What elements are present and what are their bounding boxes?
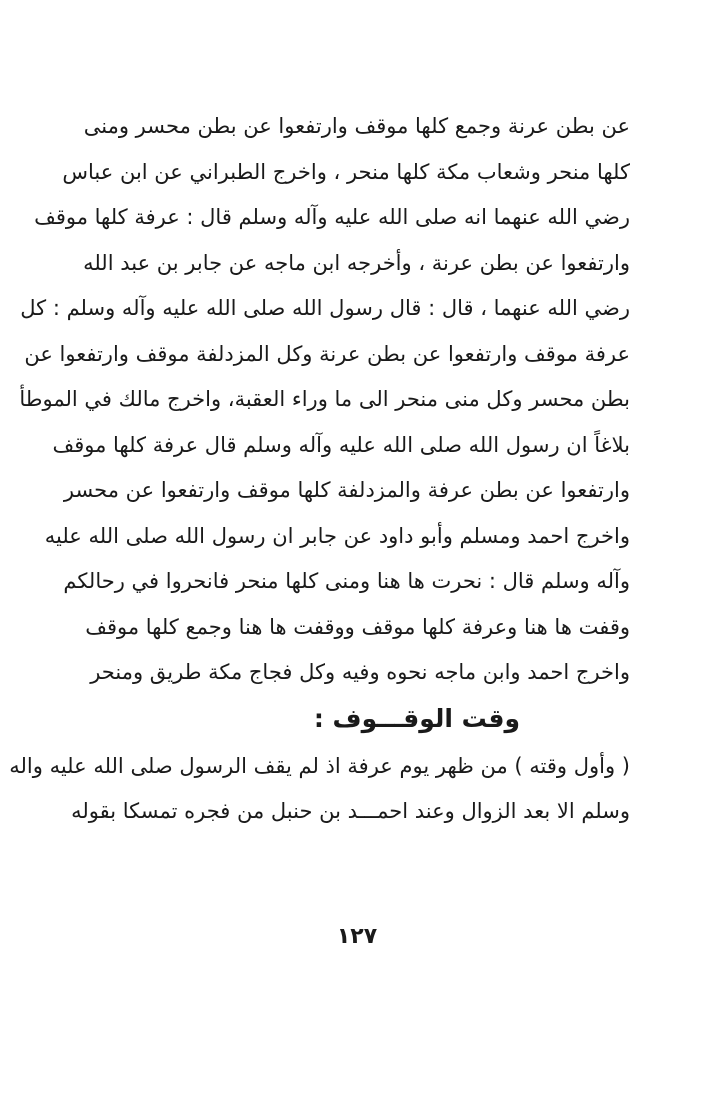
text-line: بطن محسر وكل منى منحر الى ما وراء العقبة، واخرج مالك في الموطأ — [19, 387, 630, 411]
text-line: واخرج احمد ومسلم وأبو داود عن جابر ان رسول الله صلى الله عليه — [44, 523, 630, 548]
text-line: واخرج احمد وابن ماجه نحوه وفيه وكل فجاج مكة طريق ومنحر — [90, 660, 630, 684]
text-line: وقفت ها هنا وعرفة كلها موقف ووقفت ها هنا وجمع كلها موقف — [85, 614, 630, 639]
text-line: وارتفعوا عن بطن عرنة ، وأخرجه ابن ماجه عن جابر بن عبد الله — [83, 250, 630, 275]
text-line: كلها منحر وشعاب مكة كلها منحر ، واخرج الطبراني عن ابن عباس — [62, 159, 630, 184]
text-line: ( وأول وقته ) من ظهر يوم عرفة اذ لم يقف الرسول صلى الله عليه واله — [9, 753, 630, 778]
body-text — [9, 104, 630, 835]
page-number: ١٢٧ — [336, 924, 378, 949]
text-line: وارتفعوا عن بطن عرفة والمزدلفة كلها موقف وارتفعوا عن محسر — [63, 478, 630, 502]
text-line: وآله وسلم قال : نحرت ها هنا ومنى كلها منحر فانحروا في رحالكم — [63, 569, 630, 593]
text-line: عرفة موقف وارتفعوا عن بطن عرنة وكل المزدلفة موقف وارتفعوا عن — [24, 341, 630, 366]
text-line: عن بطن عرنة وجمع كلها موقف وارتفعوا عن بطن محسر ومنى — [83, 114, 630, 138]
text-line: وسلم الا بعد الزوال وعند احمـــد بن حنبل من فجره تمسكا بقوله — [71, 799, 630, 823]
section-heading: وقت الوقـــوف : — [313, 703, 520, 733]
text-line: رضي الله عنهما انه صلى الله عليه وآله وسلم قال : عرفة كلها موقف — [34, 205, 630, 229]
text-line: رضي الله عنهما ، قال : قال رسول الله صلى الله عليه وآله وسلم : كل — [20, 296, 630, 320]
text-line: بلاغاً ان رسول الله صلى الله عليه وآله وسلم قال عرفة كلها موقف — [52, 432, 630, 457]
